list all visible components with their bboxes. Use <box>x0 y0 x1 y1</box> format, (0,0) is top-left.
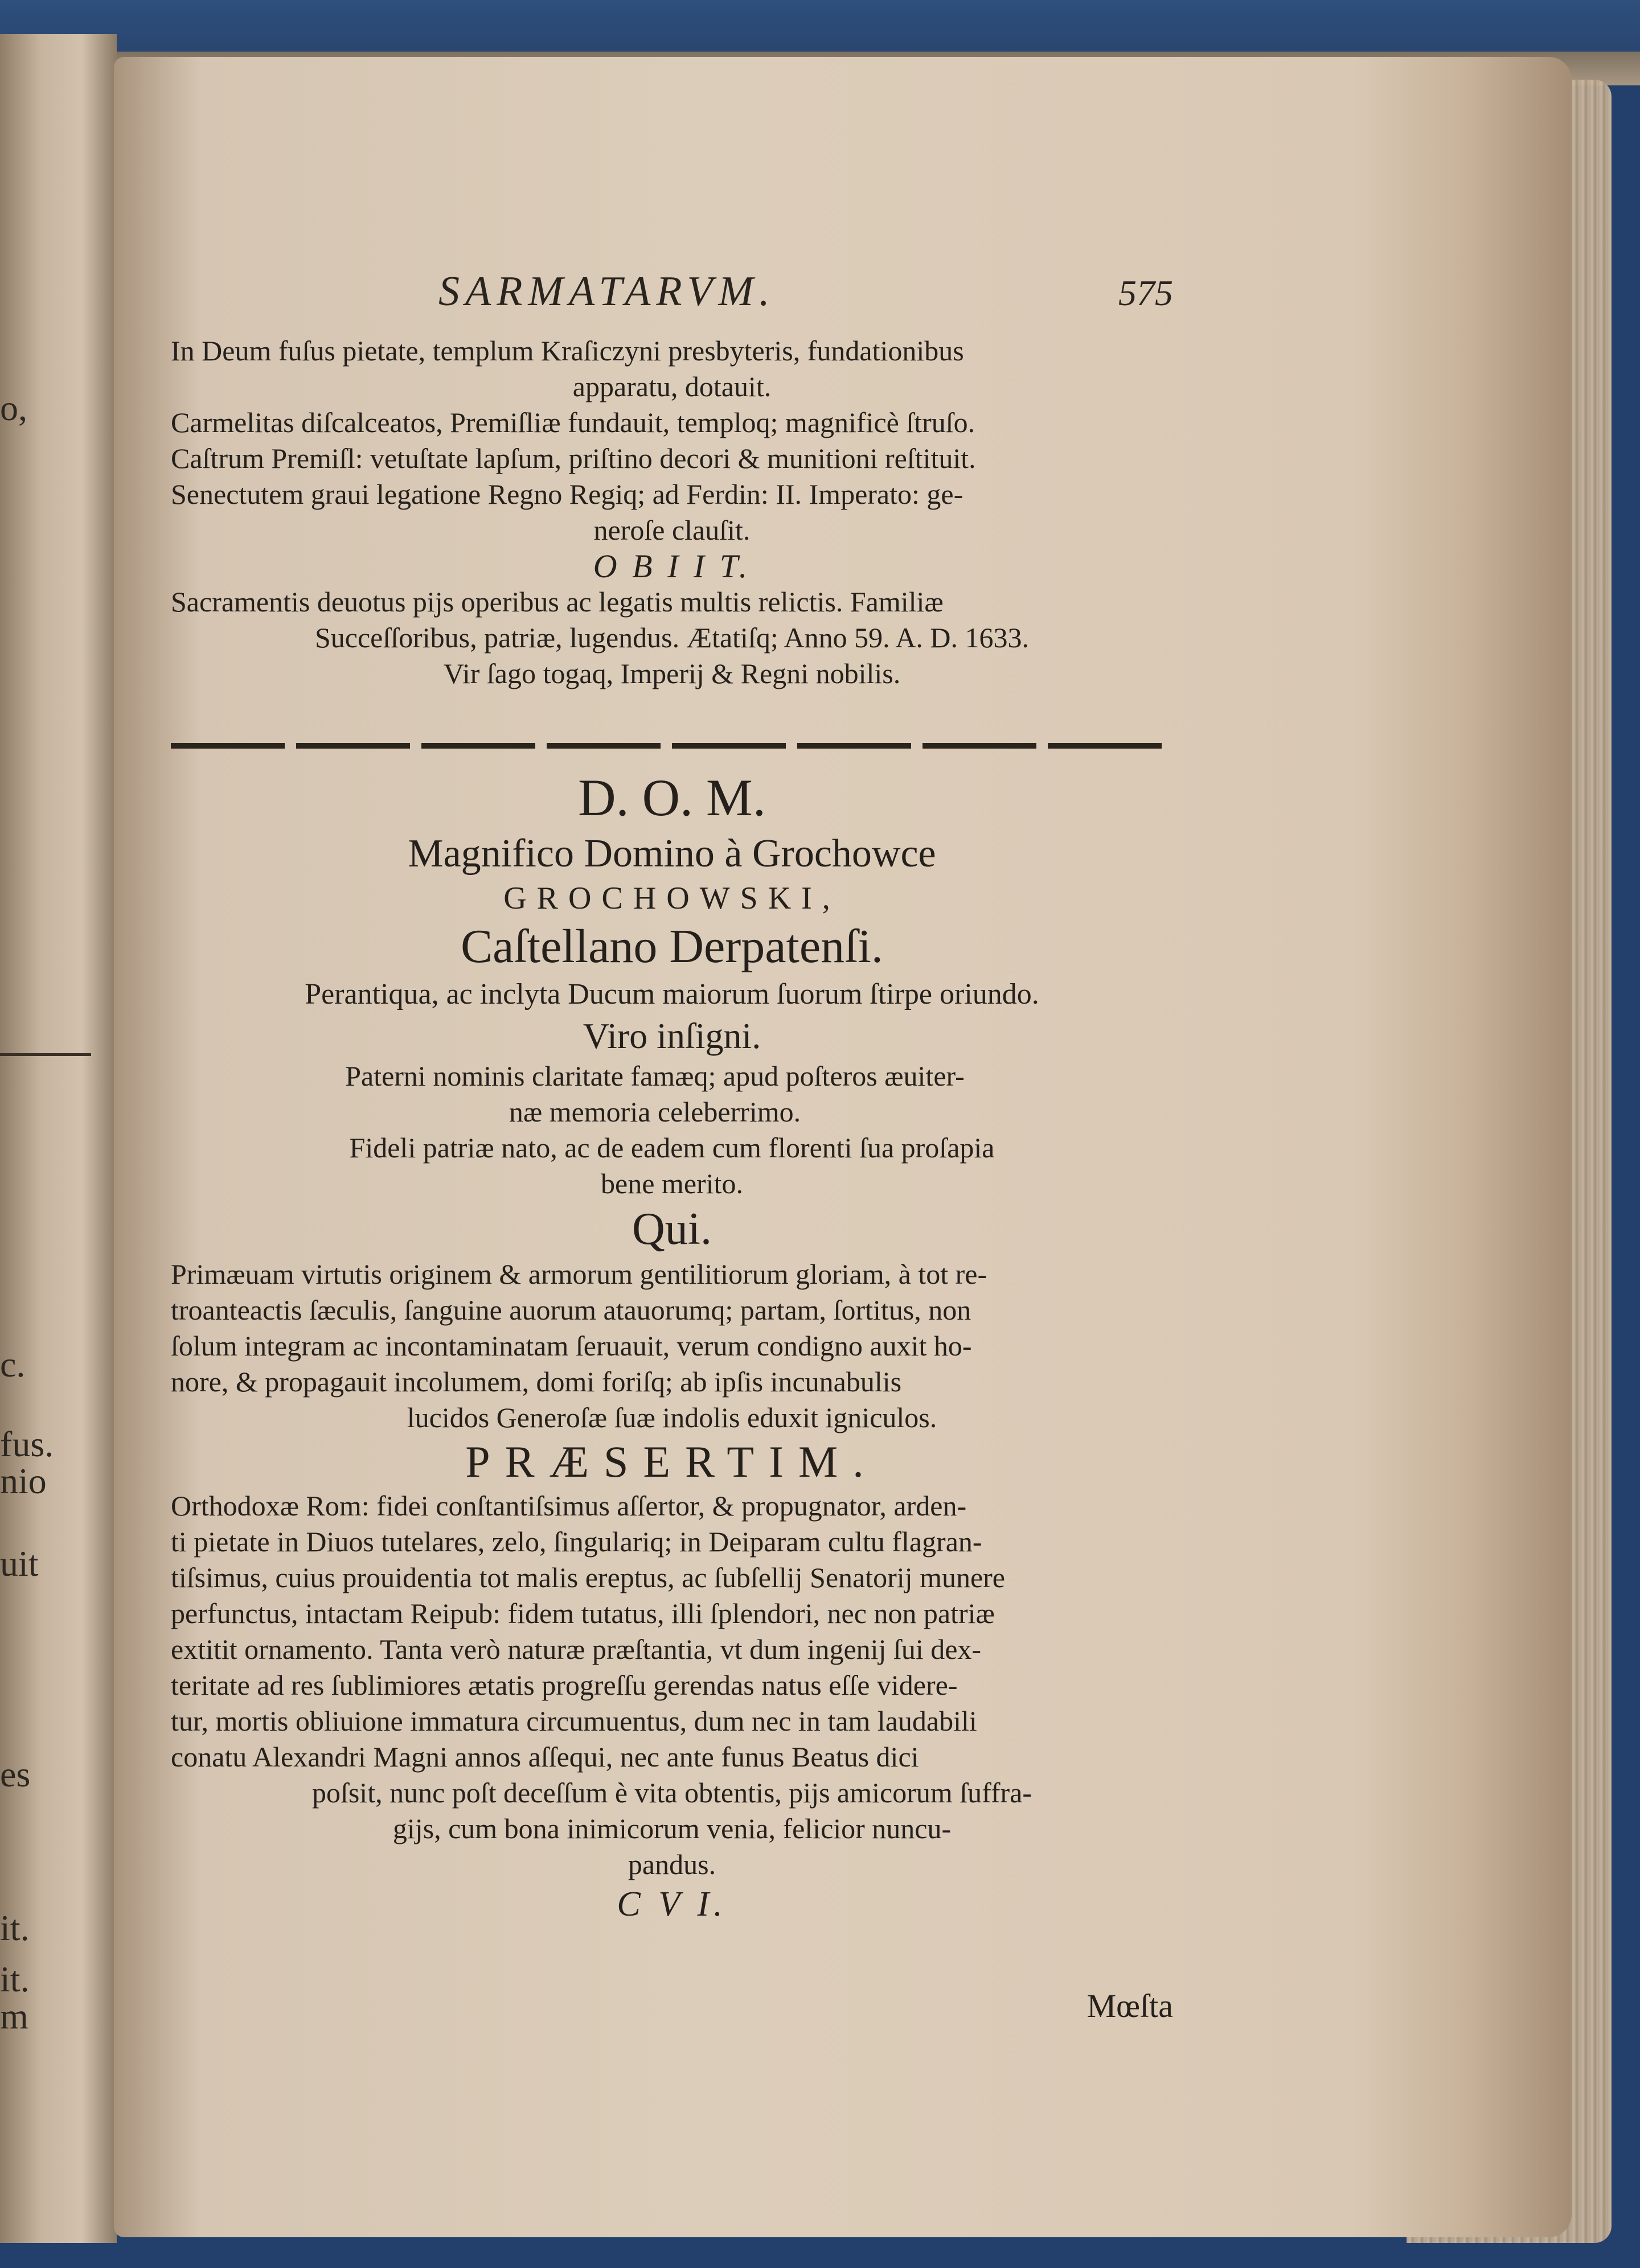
left-page-edge <box>0 34 117 2243</box>
running-title: SARMATARVM. <box>438 268 776 315</box>
text-line: lucidos Generoſæ ſuæ indolis eduxit igniculos. <box>407 1402 937 1433</box>
text-line: nore, & propagauit incolumem, domi foriſq; ab ipſis incunabulis <box>171 1366 902 1398</box>
text-line: neroſe clauſit. <box>593 514 751 546</box>
epitaph <box>171 766 1173 1926</box>
text-line: extitit ornamento. Tanta verò naturæ præſtantia, vt dum ingenij ſui dex- <box>171 1633 982 1665</box>
page-number: 575 <box>1118 273 1173 313</box>
text-line: ti pietate in Diuos tutelares, zelo, ſingulariq; in Deiparam cultu flagran- <box>171 1526 982 1558</box>
text-line: Fideli patriæ nato, ac de eadem cum florenti ſua proſapia <box>349 1132 995 1164</box>
text-line: bene merito. <box>601 1168 743 1199</box>
left-page-fragment: uit <box>0 1543 39 1584</box>
text-line: gijs, cum bona inimicorum venia, felicior nuncu- <box>392 1813 952 1844</box>
praesertim-heading: PRÆSERTIM. <box>465 1437 879 1486</box>
text-line: Primæuam virtutis originem & armorum gentilitiorum gloriam, à tot re- <box>171 1258 987 1290</box>
dom-heading: D. O. M. <box>578 769 766 827</box>
title-line: Caſtellano Derpatenſi. <box>461 920 883 973</box>
text-line: Caſtrum Premiſl: vetuſtate lapſum, priſtino decori & munitioni reſtituit. <box>171 442 976 474</box>
left-page-fragment: o, <box>0 388 27 428</box>
text-line: tur, mortis obliuione immatura circumuentus, dum nec in tam laudabili <box>171 1705 977 1737</box>
left-page-fragment: it. <box>0 1959 30 1999</box>
running-head <box>171 268 1173 319</box>
text-line: Paterni nominis claritate famæq; apud poſteros æuiter- <box>345 1060 965 1092</box>
text-line: conatu Alexandri Magni annos aſſequi, nec ante funus Beatus dici <box>171 1741 919 1773</box>
surname-line: GROCHOWSKI, <box>503 881 840 916</box>
text-line: Sacramentis deuotus pijs operibus ac legatis multis relictis. Familiæ <box>171 586 944 618</box>
text-line: tiſsimus, cuius prouidentia tot malis ereptus, ac ſubſellij Senatorij munere <box>171 1562 1005 1593</box>
text-line: Vir ſago togaq, Imperij & Regni nobilis. <box>443 658 901 689</box>
text-line: poſsit, nunc poſt deceſſum è vita obtentis, pijs amicorum ſuffra- <box>311 1777 1032 1809</box>
viro-heading: Viro inſigni. <box>583 1016 761 1056</box>
text-line: pandus. <box>628 1848 716 1880</box>
text-line: Senectutem graui legatione Regno Regiq; ad Ferdin: II. Imperato: ge- <box>171 478 964 510</box>
name-line: Magnifico Domino à Grochowce <box>408 832 936 876</box>
left-page-fragment: fus. <box>0 1424 54 1464</box>
text-line: Carmelitas diſcalceatos, Premiſliæ fundauit, temploq; magnificè ſtruſo. <box>171 406 975 438</box>
text-line: Succeſſoribus, patriæ, lugendus. Ætatiſq; Anno 59. A. D. 1633. <box>314 622 1030 654</box>
signature-mark: C V I. <box>617 1885 727 1924</box>
section-divider <box>171 743 1173 749</box>
top-inscription <box>171 333 1173 692</box>
left-page-fragment: c. <box>0 1344 26 1384</box>
text-line: perfunctus, intactam Reipub: fidem tutatus, illi ſplendori, nec non patriæ <box>171 1597 995 1629</box>
text-line: næ memoria celeberrimo. <box>509 1096 801 1128</box>
left-page-fragment: es <box>0 1754 31 1794</box>
qui-heading: Qui. <box>632 1204 712 1254</box>
text-line: Orthodoxæ Rom: fidei conſtantiſsimus aſſertor, & propugnator, arden- <box>171 1490 967 1522</box>
text-line: apparatu, dotauit. <box>572 371 772 402</box>
text-line: teritate ad res ſublimiores ætatis progreſſu gerendas natus eſſe videre- <box>171 1669 958 1701</box>
text-line: troanteactis ſæculis, ſanguine auorum atauorumq; partam, ſortitus, non <box>171 1294 971 1326</box>
text-line: ſolum integram ac incontaminatam ſeruauit, verum condigno auxit ho- <box>171 1330 972 1362</box>
left-page-fragment: it. <box>0 1908 30 1948</box>
text-line: In Deum fuſus pietate, templum Kraſiczyni presbyteris, fundationibus <box>171 335 964 367</box>
left-page-fragment: m <box>0 1996 28 2036</box>
obiit-heading: O B I I T. <box>593 548 751 585</box>
text-line: Perantiqua, ac inclyta Ducum maiorum ſuorum ſtirpe oriundo. <box>305 978 1039 1010</box>
left-page-rule <box>0 1053 91 1056</box>
footer-line <box>171 1987 1173 2032</box>
catchword: Mœſta <box>1086 1987 1173 2024</box>
left-page-fragment: nio <box>0 1461 47 1501</box>
